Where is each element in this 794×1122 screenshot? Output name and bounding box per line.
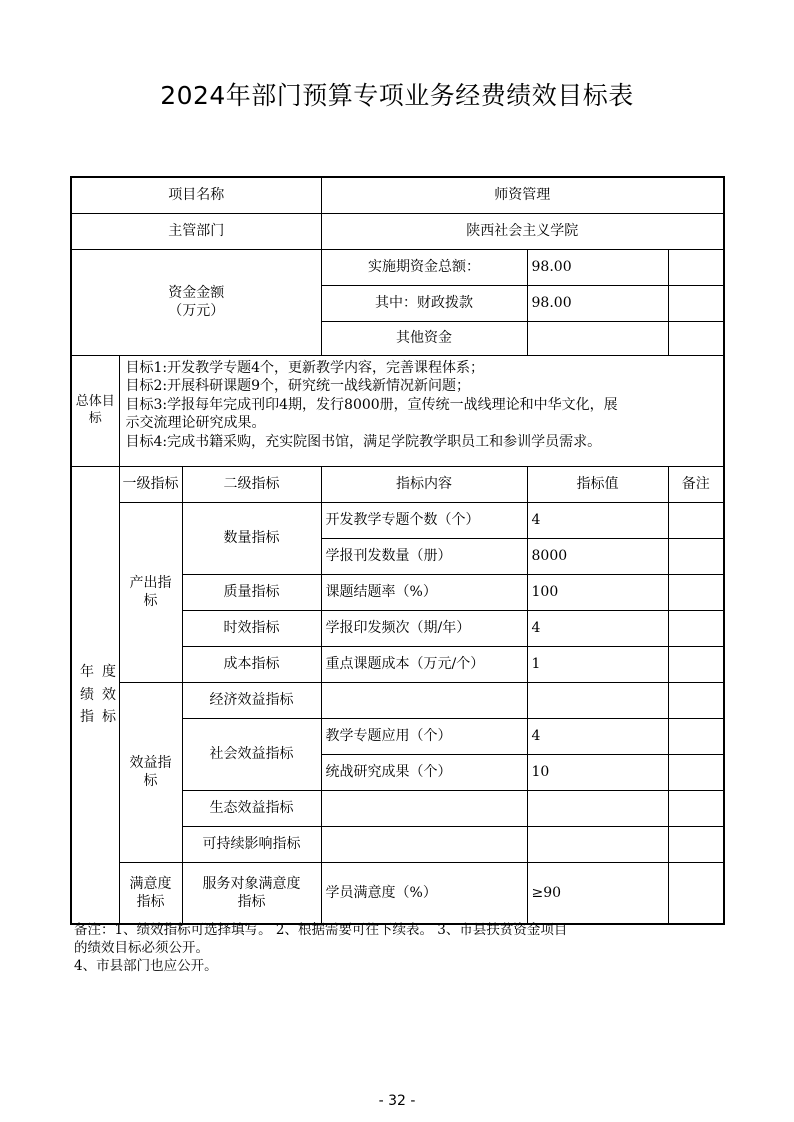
table-row-note [668,718,724,754]
table-row-content: 学员满意度（%） [321,862,527,924]
page-title: 2024年部门预算专项业务经费绩效目标表 [160,81,634,110]
table-row-content: 学报印发频次（期/年） [321,610,527,646]
table-row-content: 学报刊发数量（册） [321,538,527,574]
annual-label-char-6: 标 [102,708,116,725]
table-row-note [668,610,724,646]
goal-line-3: 目标3:学报每年完成刊印4期，发行8000册，宣传统一战线理论和中华文化，展 [125,396,618,413]
satisfaction-label-line2: 指标 [136,893,165,910]
total-funds-label: 实施期资金总额： [321,249,527,285]
table-row-value: 100 [527,574,668,610]
table-row-content: 开发教学专题个数（个） [321,502,527,538]
benefit-label-line1: 效益指 [129,754,172,771]
table-row-note [668,646,724,682]
table-row-value [527,790,668,826]
funds-label-line1: 资金金额 [168,284,225,301]
annual-label-char-1: 年 [80,664,94,681]
header-content: 指标内容 [321,466,527,502]
satisfaction-indicator-label [119,862,182,924]
department-label: 主管部门 [71,213,321,249]
table-row-content: 统战研究成果（个） [321,754,527,790]
table-row-note [668,862,724,924]
footnote-line-2: 的绩效目标必须公开。 [74,940,209,956]
total-funds-value: 98.00 [527,249,668,285]
table-row-content [321,790,527,826]
funds-label [71,249,321,355]
header-note: 备注 [668,466,724,502]
other-funds-note [668,321,724,355]
sustainable-indicator-label: 可持续影响指标 [182,826,321,862]
ecological-indicator-label: 生态效益指标 [182,790,321,826]
table-row-content [321,826,527,862]
annual-label-char-4: 效 [102,686,116,703]
table-row-value: 4 [527,718,668,754]
output-label-line2: 标 [143,593,158,609]
quality-indicator-label: 质量指标 [182,574,321,610]
fiscal-funds-note [668,285,724,321]
annual-indicators-label [71,466,119,924]
output-label-line1: 产出指 [129,574,172,591]
table-row-note [668,790,724,826]
header-value: 指标值 [527,466,668,502]
fiscal-funds-label: 其中：财政拨款 [321,285,527,321]
social-indicator-label: 社会效益指标 [182,718,321,790]
goal-line-2: 目标2:开展科研课题9个，研究统一战线新情况新问题； [125,378,471,395]
table-row-value: 8000 [527,538,668,574]
other-funds-label: 其他资金 [321,321,527,355]
total-funds-note [668,249,724,285]
table-row-note [668,574,724,610]
footnote-line-1: 备注：1、绩效指标可选择填写。 2、根据需要可往下续表。 3、市县扶贫资金项目 [74,922,568,938]
goal-line-1: 目标1:开发教学专题4个，更新教学内容，完善课程体系； [125,359,485,376]
satisfaction-sub-label [182,862,321,924]
table-row-value: 4 [527,502,668,538]
annual-label-char-5: 指 [80,708,94,725]
table-row-value [527,682,668,718]
annual-label-char-2: 度 [102,664,116,681]
fiscal-funds-value: 98.00 [527,285,668,321]
table-row-content: 教学专题应用（个） [321,718,527,754]
timeliness-indicator-label: 时效指标 [182,610,321,646]
goal-line-4: 示交流理论研究成果。 [125,415,266,432]
other-funds-value [527,321,668,355]
footnote-line-3: 4、市县部门也应公开。 [74,958,218,974]
page-number: - 32 - [378,1093,416,1109]
satisfaction-sub-line2: 指标 [237,893,266,910]
table-row-note [668,826,724,862]
benefit-indicator-label [119,682,182,862]
table-row-content: 重点课题成本（万元/个） [321,646,527,682]
table-row-value: ≥90 [527,862,668,924]
table-row-note [668,502,724,538]
satisfaction-sub-line1: 服务对象满意度 [202,875,301,892]
table-row-note [668,754,724,790]
project-name-label: 项目名称 [71,177,321,213]
department-value: 陕西社会主义学院 [321,213,724,249]
benefit-label-line2: 标 [143,773,158,789]
header-level2: 二级指标 [182,466,321,502]
project-name-value: 师资管理 [321,177,724,213]
table-row-value: 4 [527,610,668,646]
table-row-note [668,538,724,574]
funds-label-line2: （万元） [168,303,225,319]
table-row-value [527,826,668,862]
table-row-content: 课题结题率（%） [321,574,527,610]
table-row-note [668,682,724,718]
satisfaction-label-line1: 满意度 [129,875,172,892]
annual-label-char-3: 绩 [80,686,94,703]
overall-goal-content [119,355,724,466]
footnotes [74,921,714,975]
cost-indicator-label: 成本指标 [182,646,321,682]
table-row-content [321,682,527,718]
overall-goal-label: 总体目标 [71,355,119,466]
economic-indicator-label: 经济效益指标 [182,682,321,718]
output-indicator-label [119,502,182,682]
goal-line-5: 目标4:完成书籍采购，充实院图书馆，满足学院教学职员工和参训学员需求。 [125,433,602,450]
table-row-value: 1 [527,646,668,682]
performance-table [70,176,725,925]
quantity-indicator-label: 数量指标 [182,502,321,574]
header-level1: 一级指标 [119,466,182,502]
table-row-value: 10 [527,754,668,790]
